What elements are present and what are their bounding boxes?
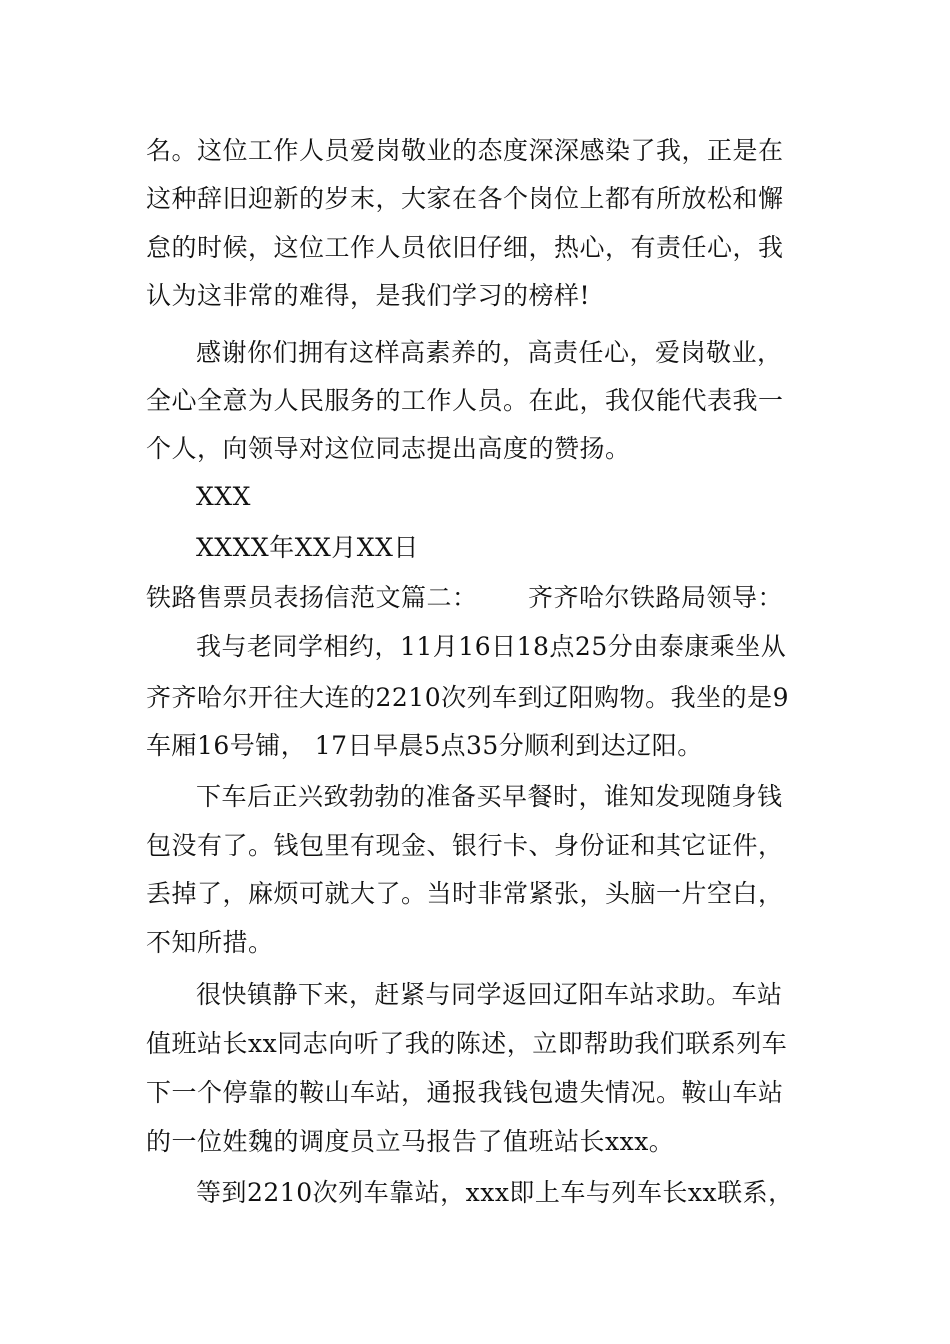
section-title: 铁路售票员表扬信范文篇二：: [146, 583, 478, 612]
signature-name: XXX: [196, 482, 251, 511]
text-line: 车厢16号铺， 17日早晨5点35分顺利到达辽阳。: [146, 731, 703, 760]
text-line: 值班站长xx同志向听了我的陈述，立即帮助我们联系列车: [146, 1029, 788, 1058]
signature-date: XXXX年XX月XX日: [196, 533, 419, 562]
text-line: 很快镇静下来，赶紧与同学返回辽阳车站求助。车站: [196, 980, 783, 1009]
text-line: 认为这非常的难得，是我们学习的榜样!: [146, 281, 591, 310]
text-line: 个人，向领导对这位同志提出高度的赞扬。: [146, 434, 631, 463]
text-line: 感谢你们拥有这样高素养的，高责任心，爱岗敬业，: [196, 338, 783, 367]
text-line: 下车后正兴致勃勃的准备买早餐时，谁知发现随身钱: [196, 782, 783, 811]
text-line: 名。这位工作人员爱岗敬业的态度深深感染了我，正是在: [146, 136, 784, 165]
text-line: 包没有了。钱包里有现金、银行卡、身份证和其它证件，: [146, 831, 784, 860]
text-line: 等到2210次列车靠站，xxx即上车与列车长xx联系，: [196, 1178, 794, 1207]
text-line: 不知所措。: [146, 928, 274, 957]
text-line: 我与老同学相约，11月16日18点25分由泰康乘坐从: [196, 632, 787, 661]
text-line: 丢掉了，麻烦可就大了。当时非常紧张，头脑一片空白，: [146, 879, 784, 908]
text-line: 这种辞旧迎新的岁末，大家在各个岗位上都有所放松和懈: [146, 184, 784, 213]
text-line: 怠的时候，这位工作人员依旧仔细，热心，有责任心，我: [146, 233, 784, 262]
text-line: 下一个停靠的鞍山车站，通报我钱包遗失情况。鞍山车站: [146, 1078, 784, 1107]
text-line: 的一位姓魏的调度员立马报告了值班站长xxx。: [146, 1127, 675, 1156]
recipient-line: 齐齐哈尔铁路局领导：: [528, 583, 784, 612]
text-line: 全心全意为人民服务的工作人员。在此，我仅能代表我一: [146, 386, 784, 415]
text-line: 齐齐哈尔开往大连的2210次列车到辽阳购物。我坐的是9: [146, 683, 790, 712]
